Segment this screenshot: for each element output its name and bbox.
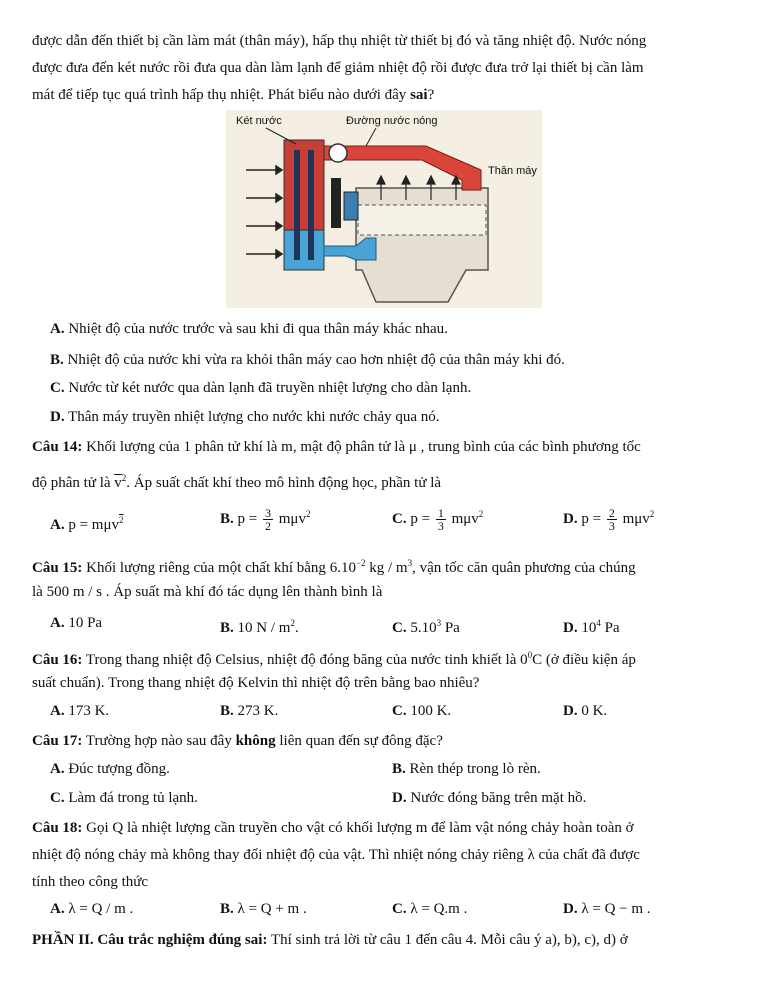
q15-option-a bbox=[50, 613, 102, 633]
q14-a-formula: p = mμv bbox=[68, 517, 120, 533]
q14-text-2b: . Áp suất chất khí theo mô hình động học, phần tử là bbox=[126, 475, 442, 491]
q13-option-a bbox=[50, 319, 762, 339]
q15-line-1 bbox=[32, 553, 744, 578]
q14-c-key: C. bbox=[392, 511, 407, 527]
q16-option-a bbox=[50, 701, 109, 721]
q14-d-pre: p = bbox=[581, 511, 605, 527]
q14-c-den: 3 bbox=[437, 519, 444, 534]
q15-c-key: C. bbox=[392, 620, 407, 636]
q18-line-2: nhiệt độ nóng chảy mà không thay đổi nhiệt độ của vật. Thì nhiệt nóng chảy riêng λ của chất đã được bbox=[32, 847, 640, 863]
q14-label: Câu 14: bbox=[32, 439, 83, 455]
q13-a-key: A. bbox=[50, 321, 65, 337]
radiator-cold-part bbox=[284, 230, 324, 270]
q14-text-2a: độ phân tử là bbox=[32, 475, 115, 491]
q17-text-1b: liên quan đến sự đông đặc? bbox=[275, 733, 443, 749]
engine-cooling-diagram bbox=[226, 110, 542, 308]
q14-c-pre: p = bbox=[410, 511, 434, 527]
q17-b-text: Rèn thép trong lò rèn. bbox=[409, 761, 541, 777]
q15-label: Câu 15: bbox=[32, 560, 83, 576]
engine-cylinder-area bbox=[358, 205, 486, 235]
q14-b-den: 2 bbox=[264, 519, 271, 534]
q15-density-value: 6.10 bbox=[329, 560, 356, 576]
q17-option-a bbox=[50, 759, 170, 779]
q14-d-num: 2 bbox=[608, 506, 615, 521]
q15-b-text: 10 N / m bbox=[237, 620, 291, 636]
q16-line-1 bbox=[32, 645, 744, 670]
q14-c-num: 1 bbox=[437, 506, 444, 521]
q18-a-key: A. bbox=[50, 901, 65, 917]
q13-option-b bbox=[50, 350, 762, 370]
q14-d-fraction bbox=[607, 507, 617, 532]
radiator-tube-1 bbox=[294, 150, 300, 260]
q18-d-text: λ = Q − m . bbox=[581, 901, 651, 917]
q17-option-c bbox=[50, 788, 198, 808]
q18-b-key: B. bbox=[220, 901, 234, 917]
q13-b-text: Nhiệt độ của nước khi vừa ra khỏi thân máy cao hơn nhiệt độ của thân máy khi đó. bbox=[67, 352, 565, 368]
q13-d-key: D. bbox=[50, 409, 65, 425]
q15-density-exp: −2 bbox=[355, 558, 366, 568]
q15-c-exp: 3 bbox=[436, 618, 442, 628]
q17-label: Câu 17: bbox=[32, 733, 83, 749]
q15-option-d bbox=[563, 613, 620, 638]
intro-line-1: được dẫn đến thiết bị cần làm mát (thân máy), hấp thụ nhiệt từ thiết bị đó và tăng nhiệt độ. Nước nóng bbox=[32, 33, 647, 49]
intro-line-2: được đưa đến két nước rồi đưa qua dàn làm lạnh để giảm nhiệt độ rồi được đưa trở lại thiết bị cần làm bbox=[32, 60, 644, 76]
q17-line-1 bbox=[32, 731, 744, 751]
q14-option-d: D. p = $\frac{2}{3}$ mμv$^2$ bbox=[563, 506, 655, 534]
q16-text-1b: C (ở điều kiện áp bbox=[532, 652, 636, 668]
q14-c-post: mμv bbox=[447, 511, 479, 527]
label-ket-nuoc: Két nước bbox=[236, 115, 282, 127]
q17-d-text: Nước đóng băng trên mặt hồ. bbox=[410, 790, 587, 806]
q18-c-text: λ = Q.m . bbox=[410, 901, 468, 917]
q15-option-b bbox=[220, 613, 299, 638]
q14-d-key: D. bbox=[563, 511, 578, 527]
q16-option-c bbox=[392, 701, 451, 721]
q18-d-key: D. bbox=[563, 901, 578, 917]
q17-b-key: B. bbox=[392, 761, 406, 777]
q18-c-key: C. bbox=[392, 901, 407, 917]
q18-option-a bbox=[50, 899, 133, 919]
q18-a-text: λ = Q / m . bbox=[68, 901, 134, 917]
q18-label: Câu 18: bbox=[32, 820, 83, 836]
q15-text-1a: Khối lượng riêng của một chất khí bằng bbox=[82, 560, 330, 576]
thermostat-valve bbox=[329, 144, 347, 162]
q15-c-end: Pa bbox=[441, 620, 460, 636]
part2-rest: Thí sinh trả lời từ câu 1 đến câu 4. Mỗi câu ý a), b), c), d) ở bbox=[267, 932, 628, 948]
q13-option-c bbox=[50, 378, 762, 398]
q17-a-key: A. bbox=[50, 761, 65, 777]
q13-b-key: B. bbox=[50, 352, 64, 368]
q15-line-2: là 500 m / s . Áp suất mà khí đó tác dụng lên thành bình là bbox=[32, 584, 383, 600]
q16-option-d bbox=[563, 701, 607, 721]
q13-option-d bbox=[50, 407, 762, 427]
q17-c-key: C. bbox=[50, 790, 65, 806]
q15-unit-exp: 3 bbox=[407, 558, 413, 568]
q17-d-key: D. bbox=[392, 790, 407, 806]
part2-bold: PHẦN II. Câu trắc nghiệm đúng sai: bbox=[32, 932, 268, 948]
q14-a-key: A. bbox=[50, 517, 65, 533]
q18-b-text: λ = Q + m . bbox=[237, 901, 307, 917]
intro-bold-sai: sai bbox=[410, 87, 428, 103]
q15-option-c bbox=[392, 613, 460, 638]
q16-label: Câu 16: bbox=[32, 652, 83, 668]
q14-option-a: A. p = mμv$^2$ bbox=[50, 515, 124, 533]
q14-line-1 bbox=[32, 437, 744, 457]
q17-a-text: Đúc tượng đồng. bbox=[68, 761, 170, 777]
q15-d-exp: 4 bbox=[596, 618, 601, 628]
q16-c-text: 100 K. bbox=[410, 703, 452, 719]
q14-b-fraction bbox=[263, 507, 273, 532]
q15-b-end: . bbox=[294, 620, 299, 636]
q14-d-post: mμv bbox=[618, 511, 650, 527]
q13-a-text: Nhiệt độ của nước trước và sau khi đi qua thân máy khác nhau. bbox=[68, 321, 448, 337]
q15-a-key: A. bbox=[50, 615, 65, 631]
q13-c-key: C. bbox=[50, 380, 65, 396]
q14-option-b: B. p = $\frac{3}{2}$ mμv$^2$ bbox=[220, 506, 311, 534]
q16-a-key: A. bbox=[50, 703, 65, 719]
q15-b-exp: 2 bbox=[290, 618, 295, 628]
q15-b-key: B. bbox=[220, 620, 234, 636]
intro-line-3-text: mát để tiếp tục quá trình hấp thụ nhiệt. Phát biểu nào dưới đây bbox=[32, 87, 411, 103]
q18-text-1: Gọi Q là nhiệt lượng cần truyền cho vật có khối lượng m để làm vật nóng chảy hoàn toàn ở bbox=[82, 820, 634, 836]
q18-option-c bbox=[392, 899, 467, 919]
q14-c-fraction bbox=[436, 507, 446, 532]
q14-b-pre: p = bbox=[237, 511, 261, 527]
q13-d-text: Thân máy truyền nhiệt lượng cho nước khi nước chảy qua nó. bbox=[68, 409, 440, 425]
q16-a-text: 173 K. bbox=[68, 703, 110, 719]
water-pump bbox=[344, 192, 358, 220]
q14-b-num: 3 bbox=[264, 506, 271, 521]
q16-line-2: suất chuẩn). Trong thang nhiệt độ Kelvin thì nhiệt độ trên bằng bao nhiêu? bbox=[32, 675, 480, 691]
q14-b-post: mμv bbox=[274, 511, 306, 527]
q17-option-b bbox=[392, 759, 541, 779]
q17-bold-khong: không bbox=[235, 733, 276, 749]
q16-b-key: B. bbox=[220, 703, 234, 719]
q17-c-text: Làm đá trong tủ lạnh. bbox=[68, 790, 198, 806]
q16-text-1a: Trong thang nhiệt độ Celsius, nhiệt độ đóng băng của nước tinh khiết là 0 bbox=[82, 652, 528, 668]
q14-line-2: độ phân tử là $\overline{v}^2$. Áp suất chất khí theo mô hình động học, phần tử là bbox=[32, 473, 442, 491]
q14-v-squared: $\overline{v}$ bbox=[114, 475, 122, 491]
q16-c-key: C. bbox=[392, 703, 407, 719]
intro-line-3-end: ? bbox=[427, 87, 435, 103]
q15-a-text: 10 Pa bbox=[68, 615, 103, 631]
q18-option-b bbox=[220, 899, 307, 919]
q15-d-key: D. bbox=[563, 620, 578, 636]
part2-heading bbox=[32, 930, 744, 950]
engine-cooling-figure bbox=[226, 110, 542, 308]
q18-line-1 bbox=[32, 818, 744, 838]
radiator-fan bbox=[331, 178, 341, 228]
q18-line-3: tính theo công thức bbox=[32, 874, 149, 890]
q15-density-unit: kg / m bbox=[365, 560, 408, 576]
q18-option-d bbox=[563, 899, 651, 919]
q14-text-1: Khối lượng của 1 phân tử khí là m, mật độ phân tử là μ , trung bình của các bình phương tốc bbox=[82, 439, 641, 455]
intro-line-3 bbox=[32, 85, 744, 105]
q17-option-d bbox=[392, 788, 586, 808]
radiator-tube-2 bbox=[308, 150, 314, 260]
q14-option-c: C. p = $\frac{1}{3}$ mμv$^2$ bbox=[392, 506, 484, 534]
q16-b-text: 273 K. bbox=[237, 703, 279, 719]
q15-d-text: 10 bbox=[581, 620, 597, 636]
label-duong-nuoc-nong: Đường nước nóng bbox=[346, 115, 438, 127]
q14-d-den: 3 bbox=[608, 519, 615, 534]
q16-d-text: 0 K. bbox=[581, 703, 608, 719]
q17-text-1a: Trường hợp nào sau đây bbox=[82, 733, 236, 749]
q16-option-b bbox=[220, 701, 278, 721]
q15-d-end: Pa bbox=[600, 620, 620, 636]
q13-c-text: Nước từ két nước qua dàn lạnh đã truyền nhiệt lượng cho dàn lạnh. bbox=[68, 380, 472, 396]
q15-text-1b: , vận tốc căn quân phương của chúng bbox=[412, 560, 636, 576]
q16-degree-exp: 0 bbox=[527, 650, 533, 660]
q15-c-text: 5.10 bbox=[410, 620, 437, 636]
q14-b-key: B. bbox=[220, 511, 234, 527]
q16-d-key: D. bbox=[563, 703, 578, 719]
label-than-may: Thân máy bbox=[488, 165, 537, 177]
